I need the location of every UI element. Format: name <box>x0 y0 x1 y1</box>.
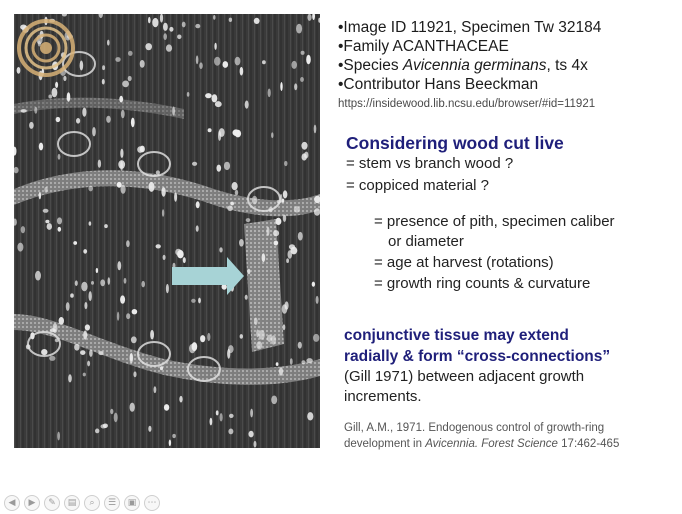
conjunctive-heading-line2: radially & form “cross-connections” <box>344 348 611 365</box>
menu-icon[interactable]: ☰ <box>104 495 120 511</box>
question-coppiced: = coppiced material ? <box>346 177 489 194</box>
pen-icon[interactable]: ✎ <box>44 495 60 511</box>
back-icon[interactable]: ◀ <box>4 495 20 511</box>
considering-heading: Considering wood cut live <box>346 133 564 153</box>
specimen-info <box>338 18 668 110</box>
citation-line2: development in Avicennia. Forest Science 17:462-465 <box>344 438 620 450</box>
citation-line1: Gill, A.M., 1971. Endogenous control of growth-ring <box>344 422 605 434</box>
zoom-icon[interactable]: ⌕ <box>84 495 100 511</box>
question-stem-branch: = stem vs branch wood ? <box>346 155 514 172</box>
highlighter-icon[interactable]: ▤ <box>64 495 80 511</box>
answer-age: = age at harvest (rotations) <box>374 254 554 271</box>
answer-pith-cont: or diameter <box>388 233 464 250</box>
forward-icon[interactable]: ▶ <box>24 495 40 511</box>
image-id-line: •Image ID 11921, Specimen Tw 32184 <box>338 19 602 36</box>
family-line: •Family ACANTHACEAE <box>338 38 509 55</box>
slideshow-toolbar <box>4 494 160 512</box>
citation <box>344 420 674 452</box>
wood-micrograph-image <box>14 14 320 448</box>
conjunctive-body <box>344 367 674 407</box>
more-icon[interactable]: ⋯ <box>144 495 160 511</box>
answer-pith: = presence of pith, specimen caliber <box>374 213 615 230</box>
camera-icon[interactable]: ▣ <box>124 495 140 511</box>
species-line: •Species Avicennia germinans, ts 4x <box>338 57 588 74</box>
conjunctive-body-line2: increments. <box>344 388 422 405</box>
source-url[interactable]: https://insidewood.lib.ncsu.edu/browser/#id=11921 <box>338 98 596 110</box>
logo-icon <box>16 18 76 78</box>
answer-growth-rings: = growth ring counts & curvature <box>374 275 591 292</box>
contributor-line: •Contributor Hans Beeckman <box>338 76 539 93</box>
conjunctive-heading <box>344 325 674 367</box>
conjunctive-body-line1: (Gill 1971) between adjacent growth <box>344 368 585 385</box>
conjunctive-heading-line1: conjunctive tissue may extend <box>344 327 569 344</box>
